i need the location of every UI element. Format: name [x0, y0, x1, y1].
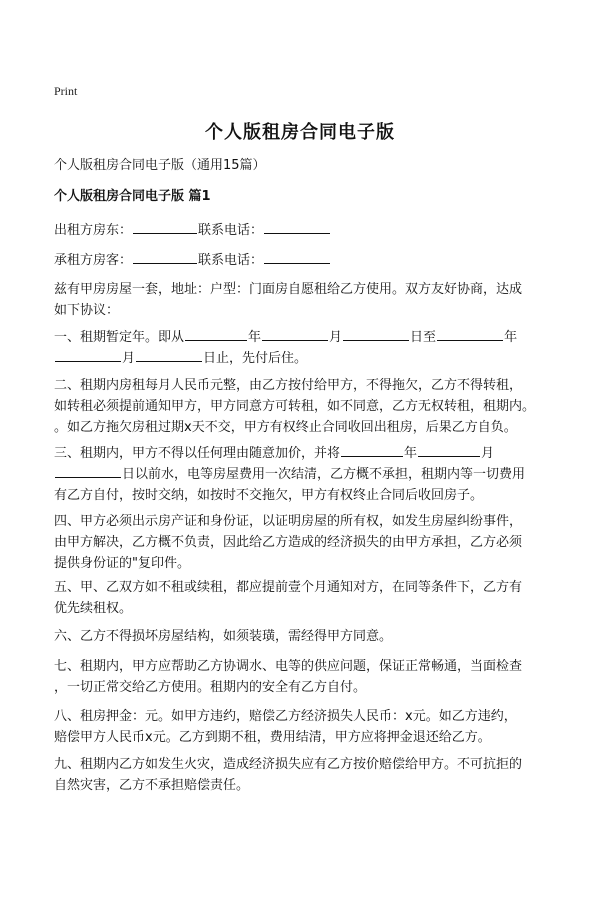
landlord-phone-blank [264, 232, 330, 234]
end-day-blank [136, 360, 202, 362]
tenant-label: 承租方房客： [54, 253, 133, 268]
settle-month-blank [418, 455, 480, 457]
clause-2-line-2: 如转租必须提前通知甲方，甲方同意方可转租，如不同意，乙方无权转租，租期内。 [54, 399, 536, 414]
clause-1-text-d: 日至 [410, 330, 437, 345]
landlord-label: 出租方房东： [54, 223, 133, 238]
clause-1-text-c: 月 [329, 330, 343, 345]
clause-1-text-f: 月 [122, 351, 136, 366]
clause-2-line-3: 。如乙方拖欠房租过期x天不交，甲方有权终止合同收回出租房，后果乙方自负。 [54, 420, 517, 435]
clause-3-text-c: 月 [481, 446, 495, 461]
clause-8 [54, 706, 548, 748]
clause-1-text-b: 年 [248, 330, 262, 345]
clause-1-text-a: 一、租期暂定年。即从 [54, 330, 185, 345]
tenant-name-blank [133, 262, 197, 264]
clause-1-text-g: 日止，先付后住。 [203, 351, 308, 366]
clause-3-text-d: 日以前水，电等房屋费用一次结清，乙方概不承担，租期内等一切费用 [122, 467, 526, 482]
clause-1-line-1 [54, 327, 548, 348]
clause-4 [54, 511, 548, 574]
clause-1 [54, 327, 548, 369]
clause-3-line-1 [54, 443, 548, 464]
document-subtitle: 个人版租房合同电子版（通用15篇） [54, 158, 266, 173]
clause-8-line-2: 赔偿甲方人民币x元。乙方到期不租，费用结清，甲方应将押金退还给乙方。 [54, 730, 491, 745]
clause-5-line-1: 五、甲、乙双方如不租或续租，都应提前壹个月通知对方，在同等条件下，乙方有 [54, 580, 523, 595]
clause-7-line-1: 七、租期内，甲方应帮助乙方协调水、电等的供应问题，保证正常畅通，当面检查 [54, 659, 523, 674]
tenant-phone-blank [264, 262, 330, 264]
document-title: 个人版租房合同电子版 [205, 122, 395, 143]
end-year-blank [437, 339, 503, 341]
clause-5 [54, 577, 548, 619]
clause-9 [54, 754, 548, 796]
clause-5-line-2: 优先续租权。 [54, 601, 133, 616]
clause-7 [54, 656, 548, 698]
start-year-blank [185, 339, 247, 341]
start-month-blank [262, 339, 328, 341]
end-month-blank [55, 360, 121, 362]
clause-2-line-1: 二、租期内房租每月人民币元整，由乙方按付给甲方，不得拖欠，乙方不得转租， [54, 378, 523, 393]
clause-6 [54, 626, 548, 647]
clause-3 [54, 443, 548, 506]
clause-1-line-2 [54, 348, 548, 369]
clause-4-line-3: 提供身份证的"复印件。 [54, 556, 190, 571]
clause-3-line-3: 有乙方自付，按时交纳，如按时不交拖欠，甲方有权终止合同后收回房子。 [54, 488, 484, 503]
clause-4-line-1: 四、甲方必须出示房产证和身份证，以证明房屋的所有权，如发生房屋纠纷事件， [54, 514, 523, 529]
clause-9-line-2: 自然灾害，乙方不承担赔偿责任。 [54, 778, 250, 793]
clause-2 [54, 375, 548, 438]
landlord-name-blank [133, 232, 197, 234]
intro-line-2: 如下协议： [54, 303, 120, 318]
landlord-contact-label: 联系电话： [198, 223, 264, 238]
start-day-blank [343, 339, 409, 341]
clause-4-line-2: 由甲方解决，乙方概不负责，因此给乙方造成的经济损失的由甲方承担，乙方必须 [54, 535, 523, 550]
print-label[interactable]: Print [54, 84, 78, 98]
settle-day-blank [55, 476, 121, 478]
clause-1-text-e: 年 [504, 330, 518, 345]
clause-3-text-a: 三、租期内，甲方不得以任何理由随意加价，并将 [54, 446, 341, 461]
intro-line-1: 兹有甲房房屋一套，地址：户型：门面房自愿租给乙方使用。双方友好协商，达成 [54, 282, 523, 297]
clause-3-line-2 [54, 464, 548, 485]
intro-paragraph [54, 279, 548, 321]
tenant-line [54, 249, 331, 268]
clause-7-line-2: ，一切正常交给乙方使用。租期内的安全有乙方自付。 [54, 680, 367, 695]
clause-9-line-1: 九、租期内乙方如发生火灾，造成经济损失应有乙方按价赔偿给甲方。不可抗拒的 [54, 757, 523, 772]
clause-8-line-1: 八、租房押金：元。如甲方违约，赔偿乙方经济损失人民币：x元。如乙方违约， [54, 709, 517, 724]
section-heading: 个人版租房合同电子版 篇1 [54, 189, 211, 204]
landlord-line [54, 219, 331, 238]
clause-3-text-b: 年 [404, 446, 418, 461]
tenant-contact-label: 联系电话： [198, 253, 264, 268]
settle-year-blank [341, 455, 403, 457]
clause-6-line-1: 六、乙方不得损坏房屋结构，如须装璜，需经得甲方同意。 [54, 629, 393, 644]
